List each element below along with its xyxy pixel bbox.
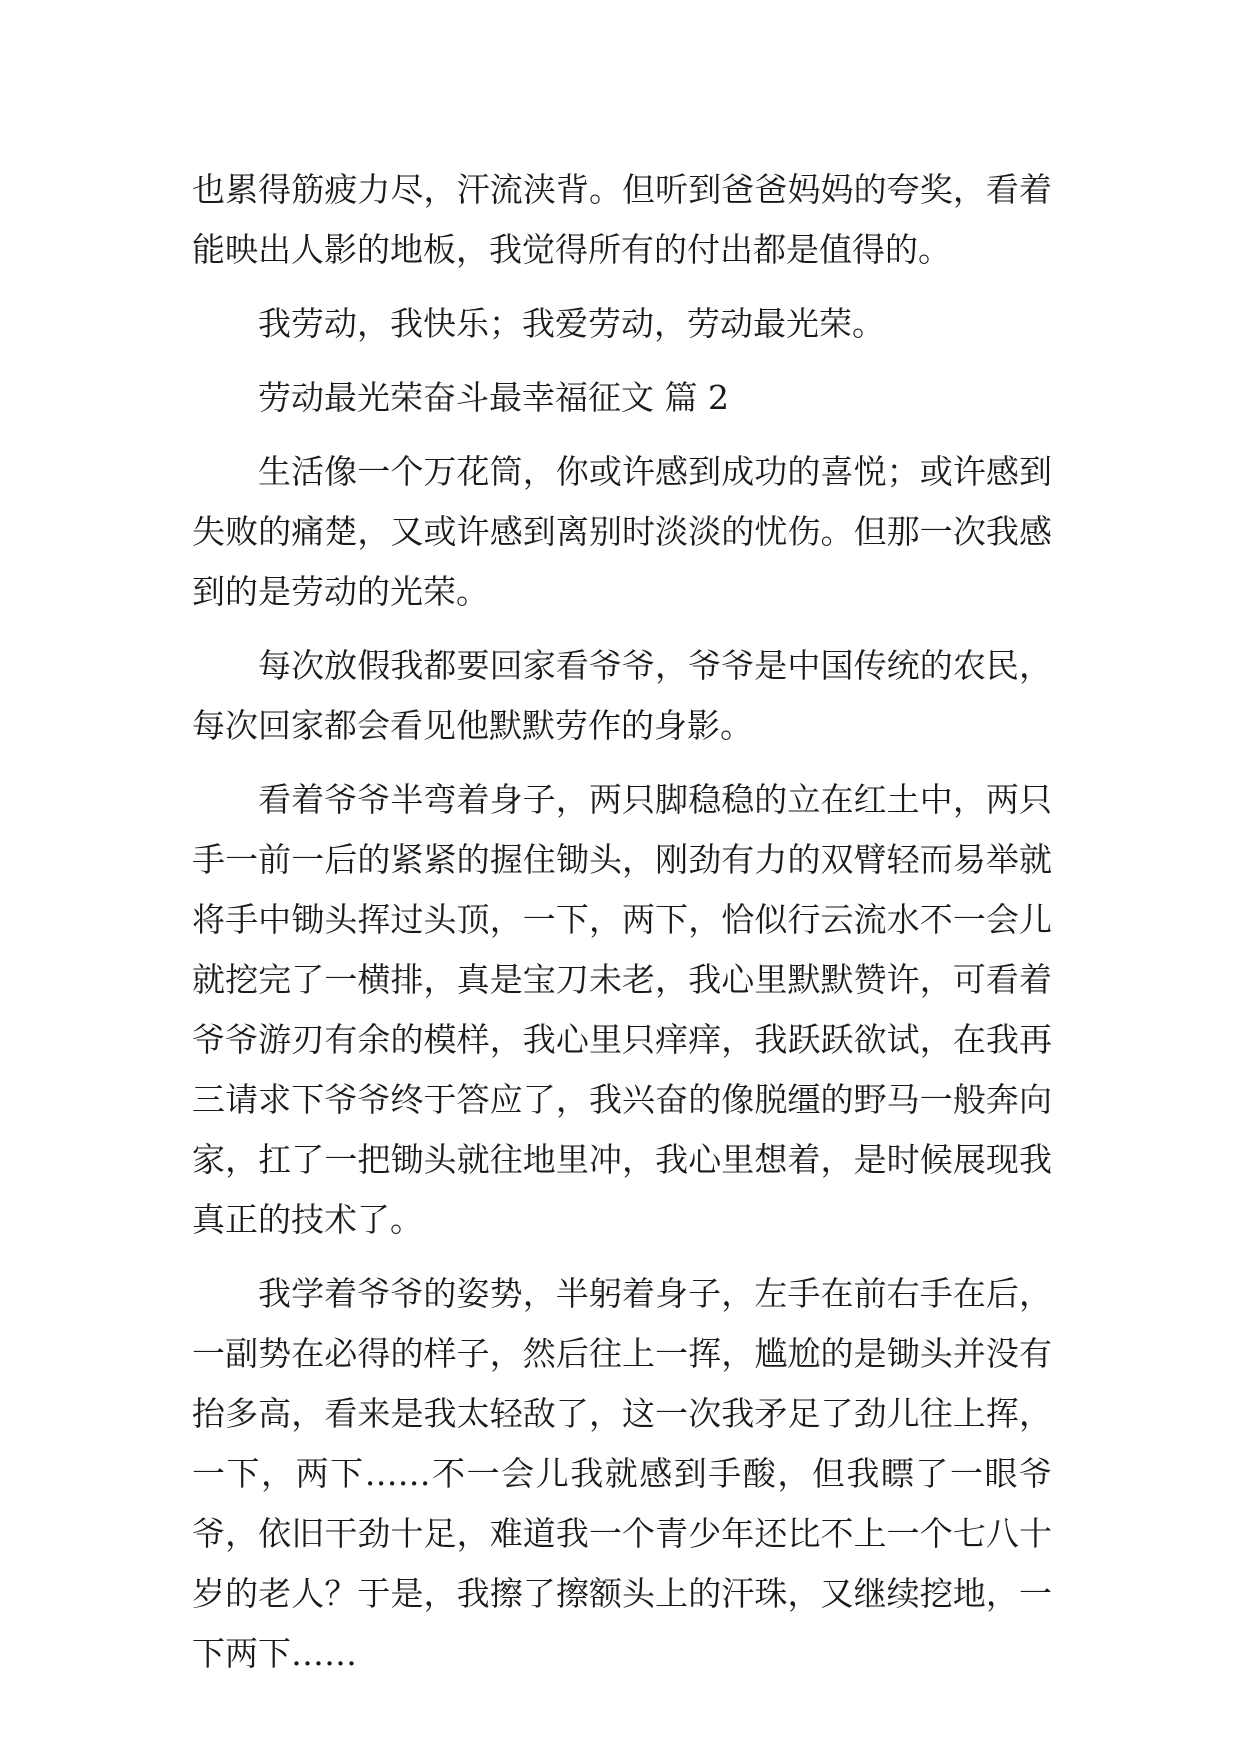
- document-body: [192, 160, 1052, 1698]
- paragraph-intro: 生活像一个万花筒，你或许感到成功的喜悦；或许感到失败的痛楚，又或许感到离别时淡淡的忧伤。但那一次我感到的是劳动的光荣。: [192, 452, 1052, 611]
- section-heading: 劳动最光荣奋斗最幸福征文 篇 2: [258, 378, 729, 417]
- paragraph-continuation: 也累得筋疲力尽，汗流浃背。但听到爸爸妈妈的夸奖，看着能映出人影的地板，我觉得所有的付出都是值得的。: [192, 170, 1052, 269]
- paragraph-trying: 我学着爷爷的姿势，半躬着身子，左手在前右手在后，一副势在必得的样子，然后往上一挥，尴尬的是锄头并没有抬多高，看来是我太轻敌了，这一次我矛足了劲儿往上挥，一下，两下……不一会儿我就感到手酸，但我瞟了一眼爷爷，依旧干劲十足，难道我一个青少年还比不上一个七八十岁的老人？于是，我擦了擦额头上的汗珠，又继续挖地，一下两下……: [192, 1274, 1052, 1673]
- paragraph-watching: 看着爷爷半弯着身子，两只脚稳稳的立在红土中，两只手一前一后的紧紧的握住锄头，刚劲有力的双臂轻而易举就将手中锄头挥过头顶，一下，两下，恰似行云流水不一会儿就挖完了一横排，真是宝刀未老，我心里默默赞许，可看着爷爷游刃有余的模样，我心里只痒痒，我跃跃欲试，在我再三请求下爷爷终于答应了，我兴奋的像脱缰的野马一般奔向家，扛了一把锄头就往地里冲，我心里想着，是时候展现我真正的技术了。: [192, 780, 1052, 1239]
- paragraph-grandpa: 每次放假我都要回家看爷爷，爷爷是中国传统的农民，每次回家都会看见他默默劳作的身影。: [192, 646, 1052, 745]
- paragraph-motto: 我劳动，我快乐；我爱劳动，劳动最光荣。: [258, 304, 885, 343]
